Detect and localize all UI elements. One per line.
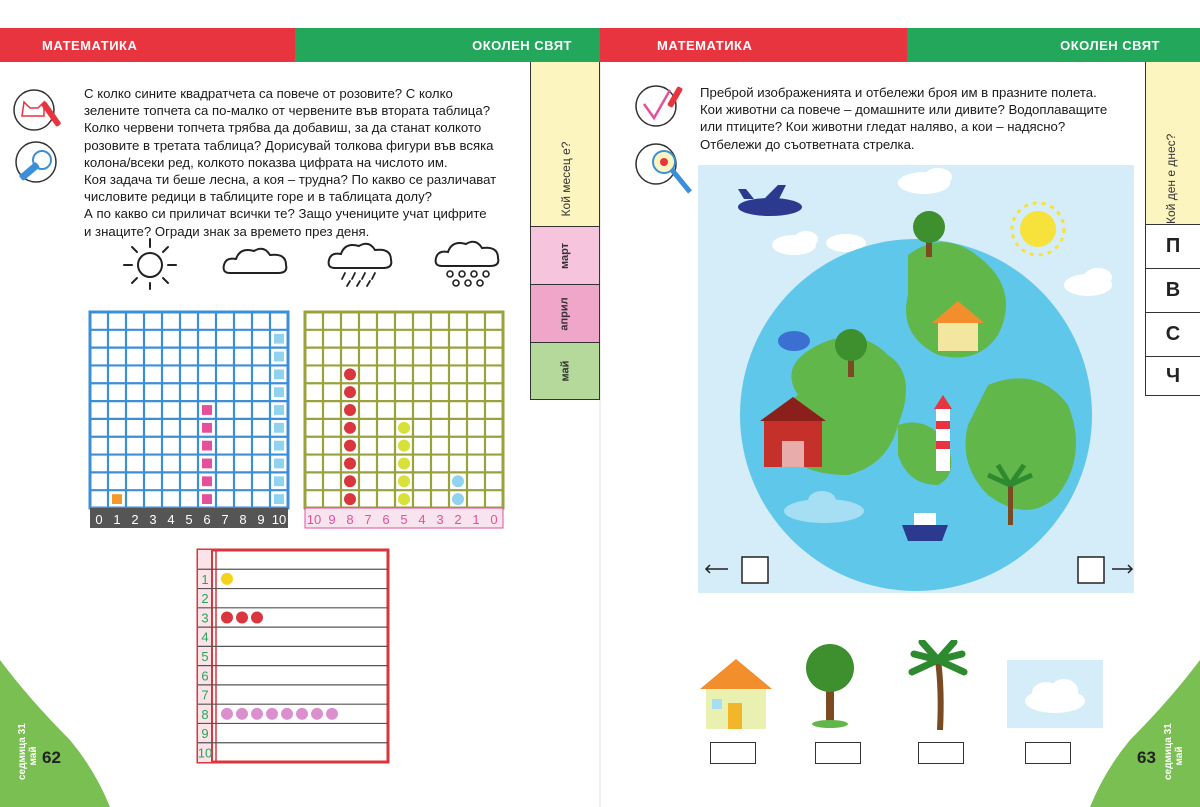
right-count-box [1078,557,1104,583]
grid-number: 2 [454,512,462,527]
grid-cell-marker [202,459,212,469]
right-instructions [700,84,1107,153]
lighthouse-icon [934,395,952,471]
grid-number: 0 [490,512,498,527]
grid-number: 8 [201,706,209,722]
header-math-right-label: МАТЕМАТИКА [657,37,753,53]
pencil-icon [12,140,72,190]
grid-ball [266,708,278,720]
left-instructions [84,85,496,240]
grid-cell-marker [202,476,212,486]
grid-cell-marker [202,441,212,451]
header-math-left [0,28,295,62]
page-number-right: 63 [1137,748,1156,767]
grid-number: 7 [201,687,209,703]
cloud-count-box[interactable] [1025,742,1071,764]
grid-cell-marker [274,387,284,397]
grid-ball [452,493,464,505]
month-april[interactable] [531,284,599,342]
grid-number: 6 [382,512,390,527]
header-world-right-label: ОКОЛЕН СВЯТ [1060,37,1160,53]
grid-cell-marker [274,405,284,415]
week-label-line1: седмица 31 [17,723,28,780]
text-line: числовите редици в таблиците горе и в таблицата долу? [84,189,433,205]
grid-number: 4 [418,512,426,527]
text-line: А по какво си приличат всички те? Защо учениците учат цифрите [84,206,487,222]
grid-number: 6 [203,512,211,527]
magnifier-icon [630,140,700,206]
grid-ball [452,475,464,487]
week-label-left [17,723,39,780]
grid-cell-marker [274,369,284,379]
grid-number: 9 [328,512,336,527]
grid-ball [398,440,410,452]
grid-number: 6 [201,668,209,684]
grid-number: 5 [201,649,209,664]
cloud-icon[interactable] [220,243,292,277]
grid-ball [251,708,263,720]
day-monday[interactable]: П [1146,224,1200,268]
text-line: колона/всеки ред, колкото показва цифрата на числото им. [84,154,448,170]
grid-ball [236,611,248,623]
grid-cell-marker [274,334,284,344]
grid-ball [344,493,356,505]
grid-number: 8 [346,512,354,527]
day-question: Кой ден е днес? [1164,133,1178,224]
text-line: С колко сините квадратчета са повече от розовите? С колко [84,86,453,101]
draw-cat-icon [12,88,72,134]
text-line: и знаците? Огради знак за времето през деня. [84,223,370,239]
header-math-left-label: МАТЕМАТИКА [42,37,138,53]
month-sidebar [530,62,600,400]
grid-ball [221,573,233,585]
grid-cell-marker [202,423,212,433]
grid-cell-marker [274,441,284,451]
grid-blue-table [88,310,292,530]
grid-ball [344,457,356,469]
grid-cell-marker [202,494,212,504]
grid-ball [344,475,356,487]
grid-number: 7 [221,512,229,527]
month-label: май [559,360,571,382]
grid-ball [221,611,233,623]
grid-ball [344,422,356,434]
tree-count-box[interactable] [815,742,861,764]
month-label: април [558,296,571,331]
grid-cell-marker [274,352,284,362]
grid-number: 4 [201,629,209,645]
month-label: март [558,242,571,269]
grid-ball [296,708,308,720]
header-world-left [295,28,600,62]
sun-icon[interactable] [120,235,180,291]
house-icon [698,655,774,733]
header-world-right [907,28,1200,62]
text-line: или птиците? Кои животни гледат наляво, а кои – надясно? [700,119,1066,135]
grid-ball [398,422,410,434]
month-may[interactable] [531,342,599,399]
grid-number: 1 [113,512,121,527]
grid-ball [236,708,248,720]
grid-number: 7 [364,512,372,527]
grid-ball [326,708,338,720]
boat-pond-icon [784,499,864,523]
week-label-line1: седмица 31 [1163,723,1174,780]
grid-ball [398,457,410,469]
grid-ball [344,404,356,416]
tree-icon [800,640,860,728]
grid-number: 10 [197,745,213,761]
text-line: Отбележи до съответната стрелка. [700,136,915,152]
hail-cloud-icon[interactable] [432,238,504,290]
week-label-line2: май [28,746,39,766]
grid-number: 1 [472,512,480,527]
grid-red-table [196,548,392,766]
grid-number: 10 [306,512,322,527]
page-number-left: 62 [42,748,61,767]
day-thursday[interactable]: Ч [1146,356,1200,396]
grid-cell-marker [274,494,284,504]
header-world-left-label: ОКОЛЕН СВЯТ [472,37,572,53]
grid-number: 9 [201,726,209,742]
text-line: Колко червени топчета трябва да добавиш, за да станат колкото [84,120,482,136]
grid-number: 3 [201,610,209,626]
grid-number: 2 [131,512,139,527]
grid-number: 1 [201,571,209,587]
grid-ball [398,475,410,487]
grid-number: 4 [167,512,175,527]
grid-number: 0 [95,512,103,527]
grid-number: 5 [400,512,408,527]
text-line: зелените топчета са по-малко от червените във втората таблица? [84,103,491,119]
grid-ball [311,708,323,720]
day-wednesday[interactable]: С [1146,312,1200,356]
grid-ball [221,708,233,720]
grid-cell-marker [202,405,212,415]
checkmark-icon [630,82,690,132]
day-sidebar [1145,62,1200,396]
palm-count-box[interactable] [918,742,964,764]
week-label-right [1163,723,1185,780]
text-line: розовите в третата таблица? Дорисувай толкова фигури във всяка [84,137,494,153]
globe-illustration [698,165,1134,593]
grid-ball [398,493,410,505]
month-question: Кой месец е? [559,141,573,217]
cloud-icon [1020,675,1090,715]
whale-icon [778,331,810,351]
grid-ball [344,368,356,380]
grid-cell-marker [274,423,284,433]
grid-olive-table [303,310,507,530]
grid-ball [344,386,356,398]
left-count-box [742,557,768,583]
grid-number: 2 [201,591,209,607]
text-line: Коя задача ти беше лесна, а коя – трудна? По какво се различават [84,172,497,188]
grid-number: 9 [257,512,265,527]
grid-ball [251,611,263,623]
week-label-line2: май [1174,746,1185,766]
month-march[interactable] [531,226,599,284]
rain-cloud-icon[interactable] [325,240,397,288]
grid-cell-marker [274,476,284,486]
grid-cell-marker [112,494,122,504]
text-line: Преброй изображенията и отбележи броя им в празните полета. [700,85,1097,100]
grid-cell-marker [274,459,284,469]
grid-number: 8 [239,512,247,527]
grid-ball [344,440,356,452]
grid-number: 3 [436,512,444,527]
grid-ball [281,708,293,720]
grid-number: 10 [271,512,287,527]
grid-number: 5 [185,512,193,527]
header-math-right [600,28,907,62]
house-count-box[interactable] [710,742,756,764]
palm-tree-icon [908,640,968,732]
day-tuesday[interactable]: В [1146,268,1200,312]
text-line: Кои животни са повече – домашните или дивите? Водоплаващите [700,102,1108,118]
grid-number: 3 [149,512,157,527]
